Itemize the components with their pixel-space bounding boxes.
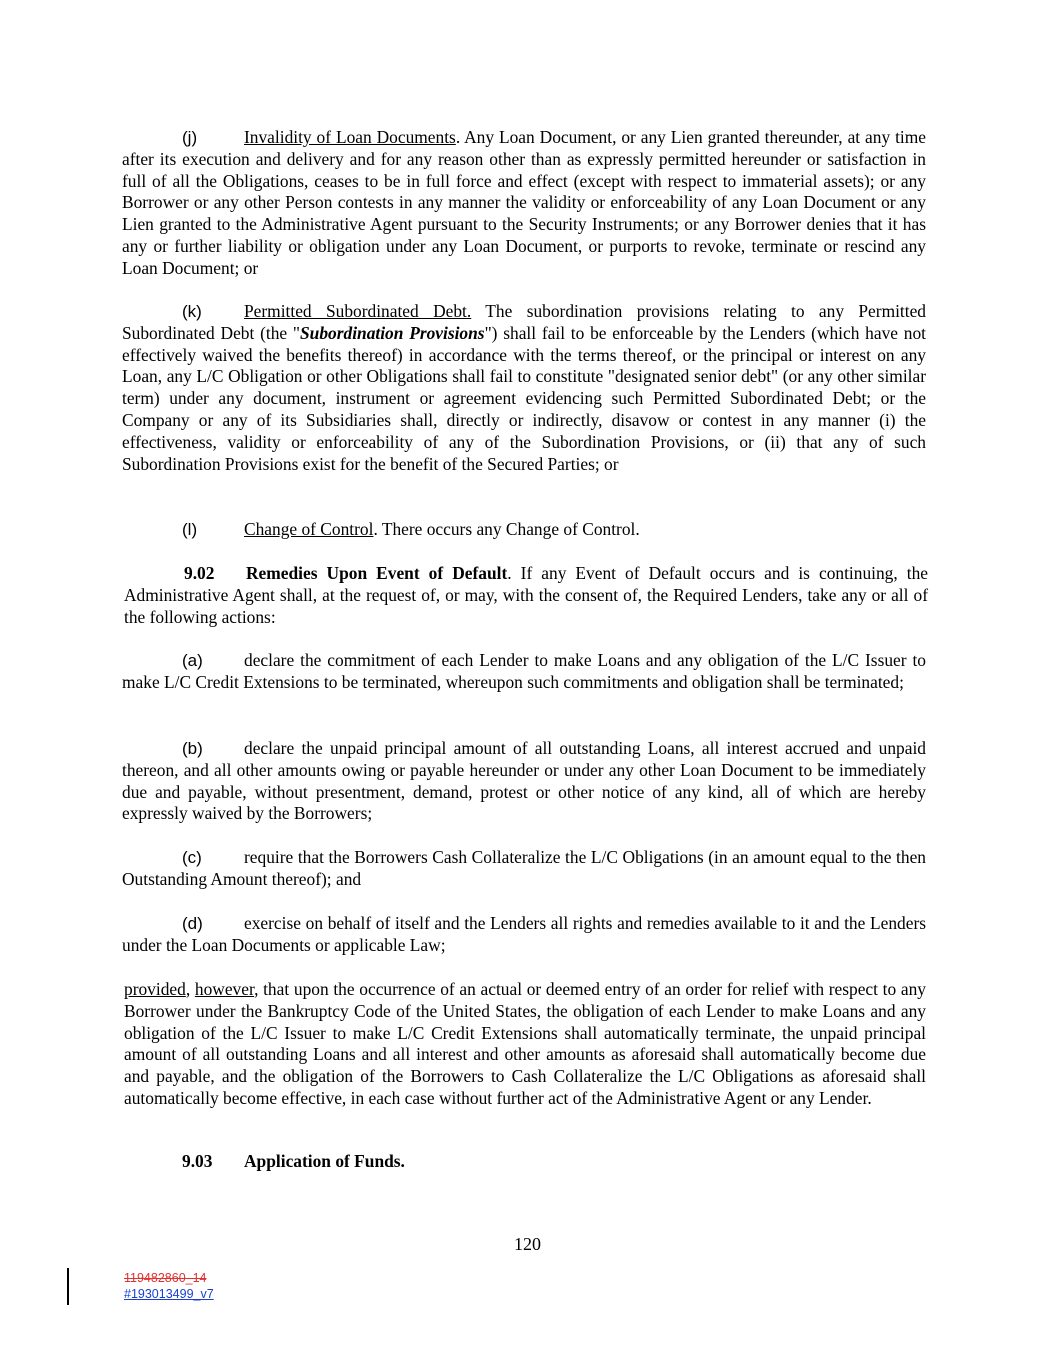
marker-k: (k): [182, 302, 202, 321]
proviso-word-provided: provided: [124, 979, 186, 999]
paragraph-c-text: require that the Borrowers Cash Collateralize the L/C Obligations (in an amount equal to the then Outstanding Amount thereof); and: [122, 847, 926, 889]
paragraph-k-text-2: ") shall fail to be enforceable by the Lenders (which have not effectively waived the benefits thereof) in accordance with the terms thereof, or the principal or interest on any Loan, any L/C Obligation or other Obligations shall fail to constitute "designated senior debt" (or any other similar term) under any document, instrument or agreement evidencing such Permitted Subordinated Debt; or the Company or any of its Subsidiaries shall, directly or indirectly, disavow or contest in any manner (i) the effectiveness, validity or enforceability of any of the Subordination Provisions, or (ii) that any of such Subordination Provisions exist for the benefit of the Secured Parties; or: [122, 322, 926, 474]
section-9-02: [124, 563, 928, 628]
revision-change-bar: [67, 1268, 69, 1305]
heading-invalidity-of-loan-documents: Invalidity of Loan Documents: [244, 127, 456, 147]
section-9-03: [122, 1151, 926, 1173]
paragraph-d: [122, 913, 926, 957]
paragraph-k-text-1: The subordination provisions relating to any Permitted Subordinated Debt (the ": [122, 301, 927, 343]
marker-j: (j): [182, 128, 198, 147]
paragraph-d-text: exercise on behalf of itself and the Lenders all rights and remedies available to it and the Lenders under the Loan Documents or applicable Law;: [122, 913, 926, 955]
marker-a: (a): [182, 651, 203, 670]
proviso-paragraph: [124, 979, 926, 1110]
paragraph-k: [122, 301, 926, 475]
paragraph-j: [122, 127, 926, 280]
heading-remedies-upon-event-of-default: Remedies Upon Event of Default: [246, 563, 508, 583]
paragraph-c: [122, 847, 926, 891]
paragraph-b: [122, 738, 926, 825]
marker-b: (b): [182, 739, 203, 758]
paragraph-l: [122, 519, 926, 541]
paragraph-b-text: declare the unpaid principal amount of all outstanding Loans, all interest accrued and unpaid thereon, and all other amounts owing or payable hereunder or under any other Loan Document to be immediately due and payable, without presentment, demand, protest or other notice of any kind, all of which are hereby expressly waived by the Borrowers;: [122, 738, 926, 824]
marker-d: (d): [182, 914, 203, 933]
deleted-document-id: 119482860_14: [124, 1271, 207, 1285]
heading-application-of-funds: Application of Funds.: [244, 1151, 405, 1171]
marker-l: (l): [182, 520, 198, 539]
proviso-text: , that upon the occurrence of an actual or deemed entry of an order for relief with respect to any Borrower under the Bankruptcy Code of the United States, the obligation of each Lender to make Loans and any obligation of the L/C Issuer to make L/C Credit Extensions shall automatically terminate, the unpaid principal amount of all outstanding Loans and all interest and other amounts as aforesaid shall automatically become due and payable, and the obligation of the Borrowers to Cash Collateralize the L/C Obligations as aforesaid shall automatically become effective, in each case without further act of the Administrative Agent or any Lender.: [124, 979, 926, 1108]
page-number: 120: [514, 1234, 541, 1254]
paragraph-a-text: declare the commitment of each Lender to make Loans and any obligation of the L/C Issuer to make L/C Credit Extensions to be terminated, whereupon such commitments and obligation shall be terminated;: [122, 650, 926, 692]
heading-permitted-subordinated-debt: Permitted Subordinated Debt.: [244, 301, 472, 321]
marker-c: (c): [182, 848, 202, 867]
paragraph-a: [122, 650, 926, 694]
defined-term-subordination-provisions: Subordination Provisions: [300, 322, 485, 343]
proviso-separator: ,: [185, 979, 195, 999]
paragraph-l-text: . There occurs any Change of Control.: [373, 519, 640, 539]
section-number-9-02: 9.02: [184, 563, 215, 583]
inserted-document-id: #193013499_v7: [124, 1287, 214, 1301]
section-9-02-text: . If any Event of Default occurs and is continuing, the Administrative Agent shall, at the request of, or may, with the consent of, the Required Lenders, take any or all of the following actions:: [124, 563, 928, 627]
paragraph-j-text: . Any Loan Document, or any Lien granted thereunder, at any time after its execution and delivery and for any reason other than as expressly permitted hereunder or satisfaction in full of all the Obligations, ceases to be in full force and effect (except with respect to immaterial assets); or any Borrower or any other Person contests in any manner the validity or enforceability of any Loan Document or any Lien granted to the Administrative Agent pursuant to the Security Instruments; or any Borrower denies that it has any or further liability or obligation under any Loan Document, or purports to revoke, terminate or rescind any Loan Document; or: [122, 127, 926, 278]
section-number-9-03: 9.03: [182, 1151, 213, 1171]
document-id-footer: [124, 1270, 214, 1302]
proviso-word-however: however: [194, 979, 255, 999]
heading-change-of-control: Change of Control: [244, 519, 374, 539]
